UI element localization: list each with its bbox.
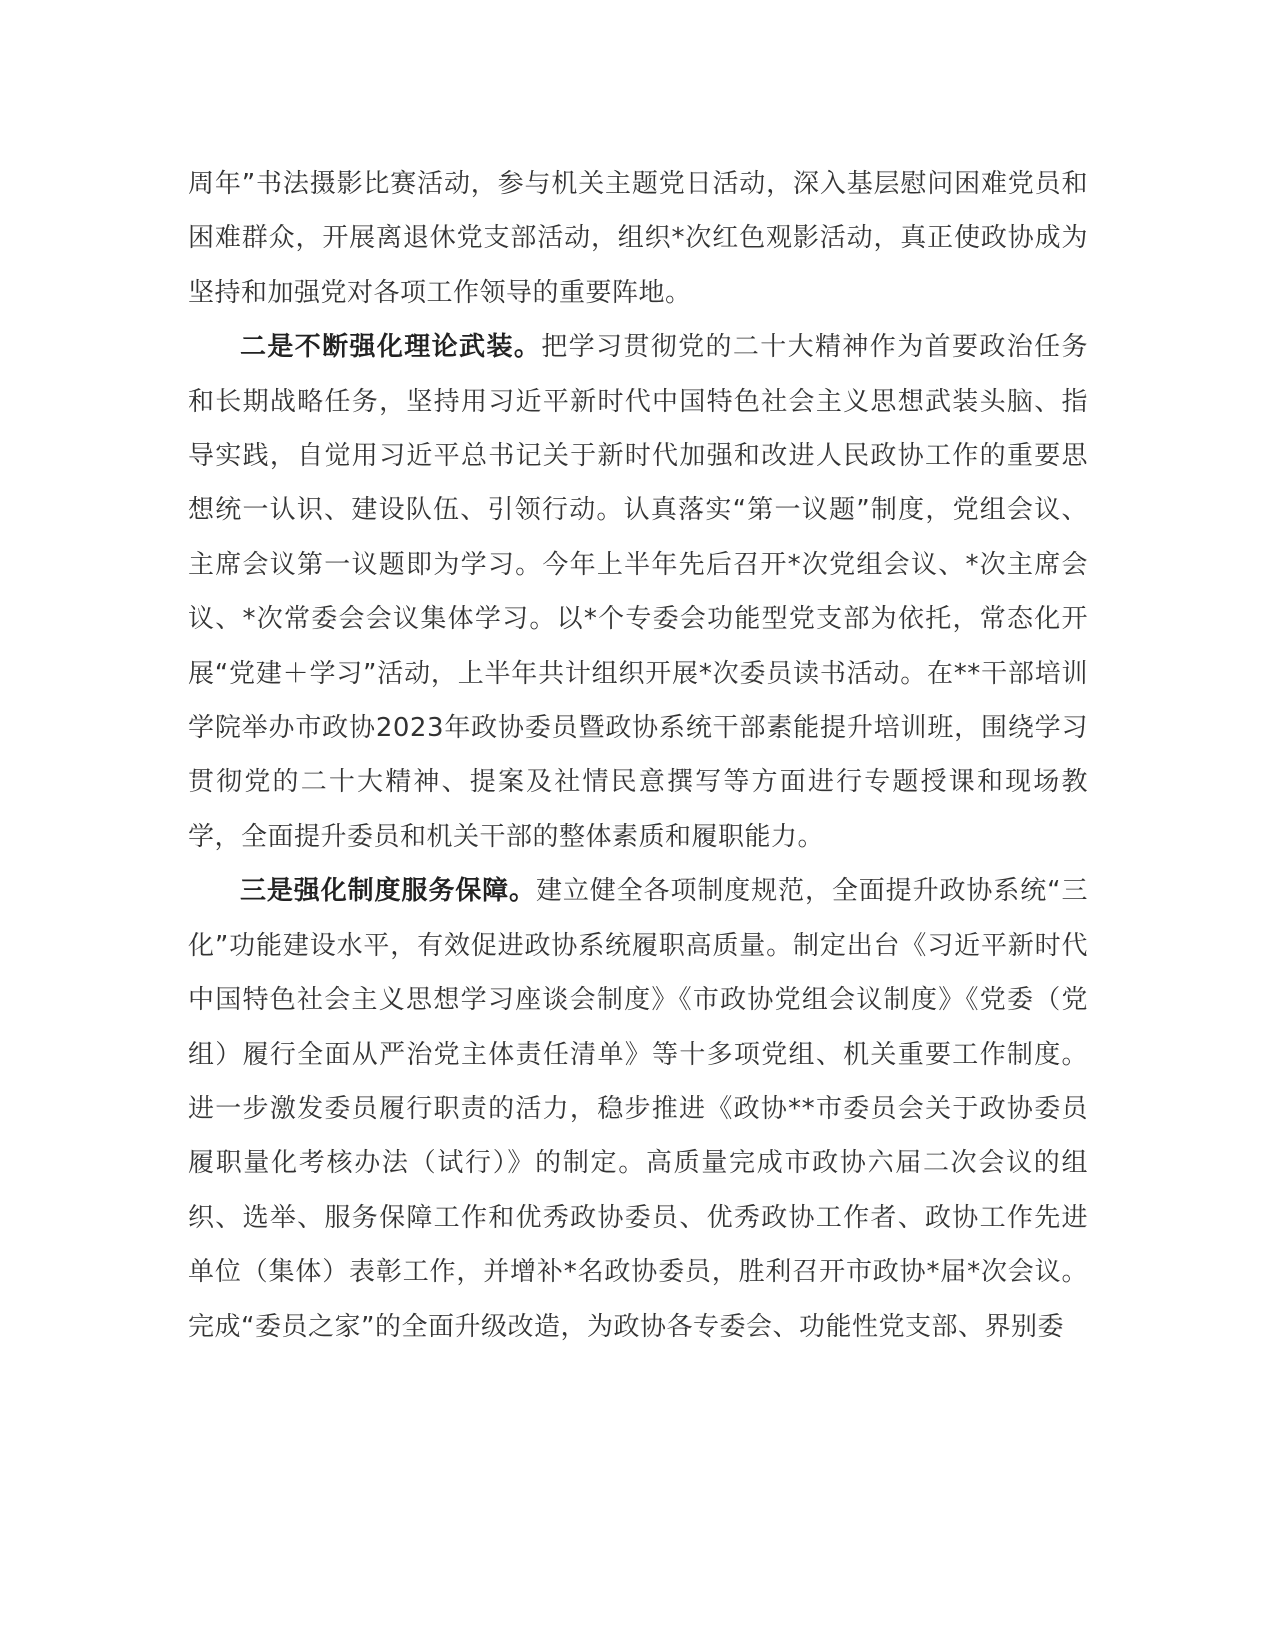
paragraph-2-heading: 二是不断强化理论武装。 — [240, 332, 542, 363]
paragraph-3 — [188, 864, 1088, 1354]
paragraph-1 — [188, 157, 1088, 320]
paragraph-1-text: 周年”书法摄影比赛活动，参与机关主题党日活动，深入基层慰问困难党员和困难群众，开展离退休党支部活动，组织*次红色观影活动，真正使政协成为坚持和加强党对各项工作领导的重要阵地。 — [188, 169, 1088, 308]
paragraph-2-text: 把学习贯彻党的二十大精神作为首要政治任务和长期战略任务，坚持用习近平新时代中国特色社会主义思想武装头脑、指导实践，自觉用习近平总书记关于新时代加强和改进人民政协工作的重要思想统一认识、建设队伍、引领行动。认真落实“第一议题”制度，党组会议、主席会议第一议题即为学习。今年上半年先后召开*次党组会议、*次主席会议、*次常委会会议集体学习。以*个专委会功能型党支部为依托，常态化开展“党建＋学习”活动，上半年共计组织开展*次委员读书活动。在**干部培训学院举办市政协2023年政协委员暨政协系统干部素能提升培训班，围绕学习贯彻党的二十大精神、提案及社情民意撰写等方面进行专题授课和现场教学，全面提升委员和机关干部的整体素质和履职能力。 — [188, 332, 1088, 852]
document-body — [188, 157, 1088, 1354]
paragraph-3-text: 建立健全各项制度规范，全面提升政协系统“三化”功能建设水平，有效促进政协系统履职高质量。制定出台《习近平新时代中国特色社会主义思想学习座谈会制度》《市政协党组会议制度》《党委（党组）履行全面从严治党主体责任清单》等十多项党组、机关重要工作制度。进一步激发委员履行职责的活力，稳步推进《政协**市委员会关于政协委员履职量化考核办法（试行）》的制定。高质量完成市政协六届二次会议的组织、选举、服务保障工作和优秀政协委员、优秀政协工作者、政协工作先进单位（集体）表彰工作，并增补*名政协委员，胜利召开市政协*届*次会议。完成“委员之家”的全面升级改造，为政协各专委会、功能性党支部、界别委 — [188, 876, 1088, 1342]
paragraph-3-heading: 三是强化制度服务保障。 — [240, 876, 536, 907]
paragraph-2 — [188, 320, 1088, 864]
